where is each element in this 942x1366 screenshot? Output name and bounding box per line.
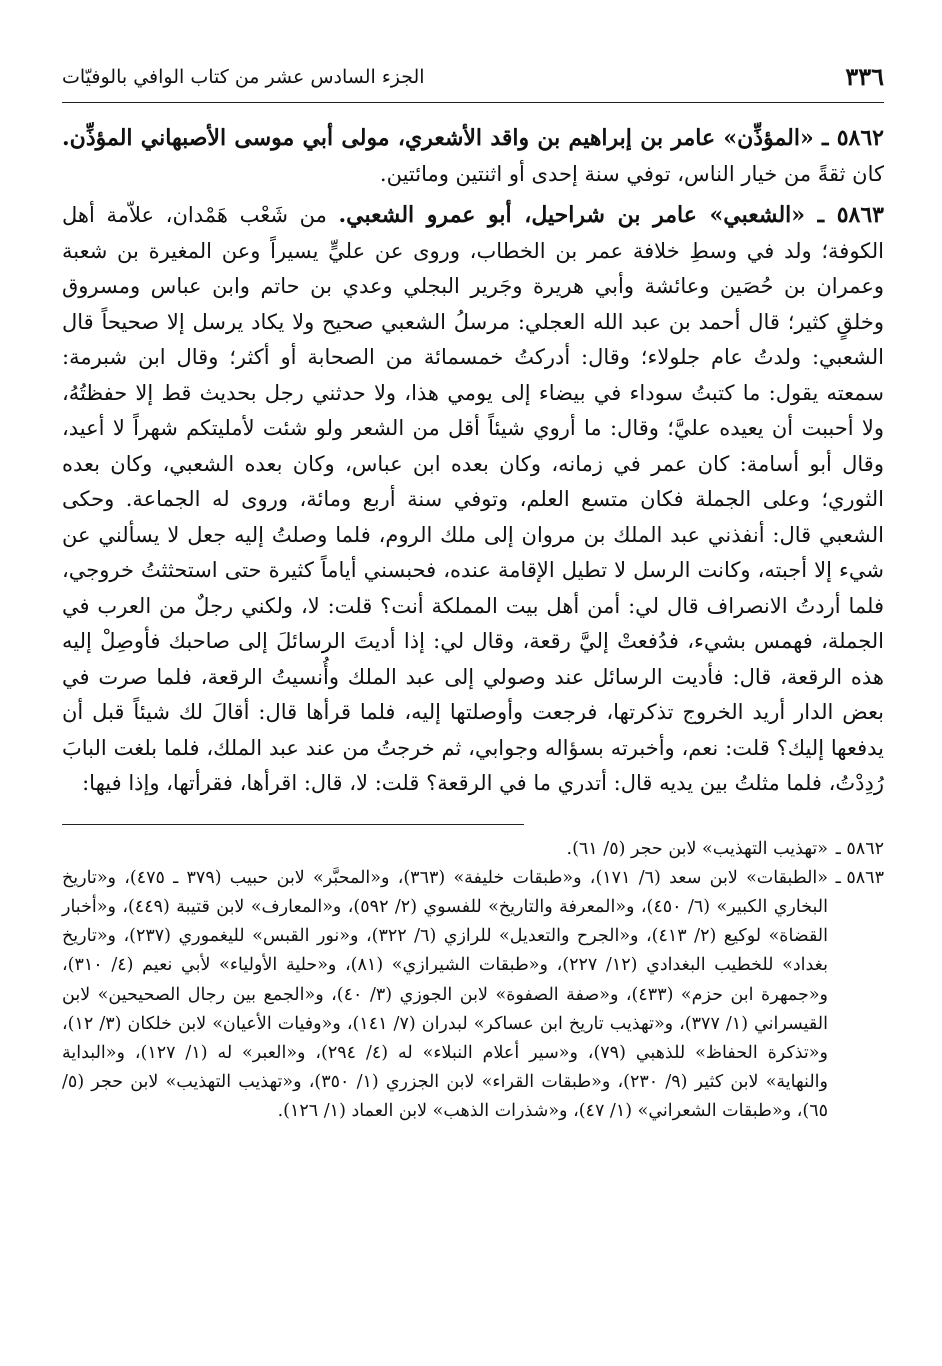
entry-heading: ٥٨٦٣ ـ «الشعبي» عامر بن شراحيل، أبو عمرو الشعبي. (338, 202, 884, 228)
footnote-text: «تهذيب التهذيب» لابن حجر (٥/ ٦١). (566, 838, 828, 859)
footnote-item (62, 835, 884, 864)
footnote-item (62, 864, 884, 1127)
entry-5863 (62, 198, 884, 802)
footnotes (62, 835, 884, 1127)
footnote-text: «الطبقات» لابن سعد (٦/ ١٧١)، و«طبقات خليفة» (٣٦٣)، و«المحبَّر» لابن حبيب (٣٧٩ ـ ٤٧٥)، و«تاريخ البخاري الكبير» (٦/ ٤٥٠)، و«المعرفة والتاريخ» للفسوي (٢/ ٥٩٢)، و«المعارف» لابن قتيبة (٤٤٩)، و«أخبار القضاة» لوكيع (٢/ ٤١٣)، و«الجرح والتعديل» للرازي (٦/ ٣٢٢)، و«نور القبس» لليغموري (٢٣٧)، و«تاريخ بغداد» للخطيب البغدادي (١٢/ ٢٢٧)، و«طبقات الشيرازي» (٨١)، و«حلية الأولياء» لأبي نعيم (٤/ ٣١٠)، و«جمهرة ابن حزم» (٤٣٣)، و«صفة الصفوة» لابن الجوزي (٣/ ٤٠)، و«الجمع بين رجال الصحيحين» لابن القيسراني (١/ ٣٧٧)، و«تهذيب تاريخ ابن عساكر» لبدران (٧/ ١٤١)، و«وفيات الأعيان» لابن خلكان (٣/ ١٢)، و«تذكرة الحفاظ» للذهبي (٧٩)، و«سير أعلام النبلاء» له (٤/ ٢٩٤)، و«العبر» له (١/ ١٢٧)، و«البداية والنهاية» لابن كثير (٩/ ٢٣٠)، و«طبقات القراء» لابن الجزري (١/ ٣٥٠)، و«تهذيب التهذيب» لابن حجر (٥/ ٦٥)، و«طبقات الشعراني» (١/ ٤٧)، و«شذرات الذهب» لابن العماد (١/ ١٢٦). (62, 867, 829, 1122)
page-header (62, 58, 884, 103)
entry-text: من شَعْب هَمْدان، علاّمة أهل الكوفة؛ ولد في وسطِ خلافة عمر بن الخطاب، وروى عن عليٍّ يسيراً وعن المغيرة بن شعبة وعمران بن حُصَين وعائشة وأبي هريرة وجَرير البجلي وعدي بن حاتم وابن عباس ومسروق وخلقٍ كثير؛ قال أحمد بن عبد الله العجلي: مرسلُ الشعبي صحيح ولا يكاد يرسل إلا صحيحاً قال الشعبي: ولدتُ عام جلولاء؛ وقال: أدركتُ خمسمائة من الصحابة أو أكثر؛ وقال ابن شبرمة: سمعته يقول: ما كتبتُ سوداء في بيضاء إلى يومي هذا، ولا حدثني رجل بحديث قط إلا حفظتُهُ، ولا أحببت أن يعيده عليَّ؛ وقال: ما أروي شيئاً أقل من الشعر ولو شئت لأمليتكم شهراً لا أعيد، وقال أبو أسامة: كان عمر في زمانه، وكان بعده ابن عباس، وكان بعده الشعبي، وكان بعده الثوري؛ وعلى الجملة فكان متسع العلم، وتوفي سنة أربع ومائة، وروى له الجماعة. وحكى الشعبي قال: أنفذني عبد الملك بن مروان إلى ملك الروم، فلما وصلتُ إليه جعل لا يسألني عن شيء إلا أجبته، وكانت الرسل لا تطيل الإقامة عنده، فحبسني أياماً كثيرة حتى استحثثتُ خروجي، فلما أردتُ الانصراف قال لي: أمن أهل بيت المملكة أنت؟ قلت: لا، ولكني رجلٌ من العرب في الجملة، فهمس بشيء، فدُفعتْ إليَّ رقعة، وقال لي: إذا أديتَ الرسائلَ إلى صاحبك فأوصِلْ إليه هذه الرقعة، قال: فأديت الرسائل عند وصولي إلى عبد الملك وأُنسيتُ الرقعة، فلما صرت في بعض الدار أريد الخروج تذكرتها، فرجعت وأوصلتها إليه، فلما قرأها قال: أقالَ لك شيئاً قبل أن يدفعها إليك؟ قلت: نعم، وأخبرته بسؤاله وجوابي، ثم خرجتُ من عند عبد الملك، فلما بلغت البابَ رُدِدْتُ، فلما مثلتُ بين يديه قال: أتدري ما في الرقعة؟ قلت: لا، قال: اقرأها، فقرأتها، وإذا فيها: (62, 203, 885, 795)
page-number: ٣٣٦ (845, 62, 884, 91)
footnote-number: ٥٨٦٣ ـ (835, 867, 884, 888)
entry-heading: ٥٨٦٢ ـ «المؤذِّن» عامر بن إبراهيم بن واقد الأشعري، مولى أبي موسى الأصبهاني المؤذِّن. (62, 125, 884, 151)
footnote-divider (62, 824, 524, 825)
entry-5862 (62, 121, 884, 192)
main-text (62, 121, 884, 802)
entry-text: كان ثقةً من خيار الناس، توفي سنة إحدى أو اثنتين ومائتين. (379, 161, 884, 186)
footnote-number: ٥٨٦٢ ـ (835, 838, 884, 859)
running-title: الجزء السادس عشر من كتاب الوافي بالوفيّات (62, 66, 425, 88)
